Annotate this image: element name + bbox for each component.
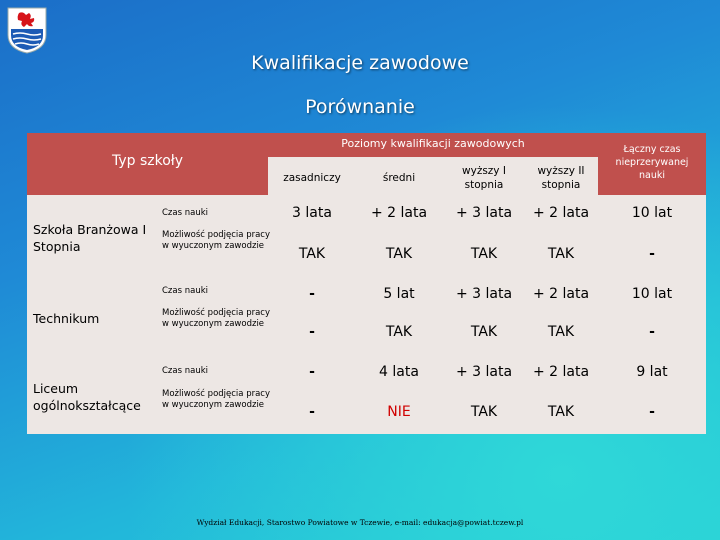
table-cell: TAK xyxy=(470,246,498,262)
table-cell: TAK xyxy=(298,246,326,262)
levels-header-label: Poziomy kwalifikacji zawodowych xyxy=(341,137,525,150)
table-cell: 3 lata xyxy=(292,205,332,221)
table-cell-total: - xyxy=(649,404,655,420)
school-type-header xyxy=(27,133,268,195)
table-cell-total: 10 lat xyxy=(631,205,673,221)
table-cell: TAK xyxy=(470,404,498,420)
page-title: Kwalifikacje zawodowe xyxy=(251,52,469,74)
table-cell-highlight: NIE xyxy=(387,404,411,420)
table-cell: - xyxy=(309,404,315,420)
table-cell: + 3 lata xyxy=(455,364,513,380)
table-cell: + 2 lata xyxy=(532,205,590,221)
school-name: Szkoła Branżowa I Stopnia xyxy=(33,222,147,254)
table-cell: TAK xyxy=(385,324,413,340)
school-type-header-label: Typ szkoły xyxy=(111,153,184,169)
school-name: Technikum xyxy=(33,311,100,326)
table-cell: + 2 lata xyxy=(532,286,590,302)
table-cell: 4 lata xyxy=(379,364,419,380)
row-label-mozliwosc-pracy: Możliwość podjęcia pracy w wyuczonym zawodzie xyxy=(162,230,271,251)
levels-header xyxy=(268,133,598,157)
table-cell: - xyxy=(309,286,315,302)
table-cell: TAK xyxy=(385,246,413,262)
page-subtitle: Porównanie xyxy=(305,96,415,118)
row-label-mozliwosc-pracy: Możliwość podjęcia pracy w wyuczonym zawodzie xyxy=(162,308,271,329)
table-cell: - xyxy=(309,324,315,340)
table-cell: + 2 lata xyxy=(532,364,590,380)
table-cell: + 3 lata xyxy=(455,205,513,221)
row-label-czas-nauki: Czas nauki xyxy=(162,286,209,296)
table-cell: TAK xyxy=(470,324,498,340)
table-cell: TAK xyxy=(547,246,575,262)
table-cell: 5 lat xyxy=(383,286,415,302)
table-cell: - xyxy=(309,364,315,380)
table-cell-total: - xyxy=(649,324,655,340)
column-header-wyzszy-ii: wyższy II stopnia xyxy=(537,164,585,191)
table-cell: TAK xyxy=(547,404,575,420)
row-label-czas-nauki: Czas nauki xyxy=(162,208,209,218)
row-label-czas-nauki: Czas nauki xyxy=(162,366,209,376)
column-header-wyzszy-i: wyższy I stopnia xyxy=(462,164,506,191)
table-cell: + 3 lata xyxy=(455,286,513,302)
column-header-sredni: średni xyxy=(382,171,416,184)
table-cell: TAK xyxy=(547,324,575,340)
total-header-label: Łączny czas nieprzerywanej nauki xyxy=(615,144,689,181)
coat-of-arms-logo-icon xyxy=(5,5,49,55)
school-name: Liceum ogólnokształcące xyxy=(33,381,141,413)
total-header xyxy=(598,133,706,195)
row-label-mozliwosc-pracy: Możliwość podjęcia pracy w wyuczonym zawodzie xyxy=(162,389,271,410)
column-header-zasadniczy: zasadniczy xyxy=(283,171,341,184)
table-cell-total: - xyxy=(649,246,655,262)
table-cell-total: 10 lat xyxy=(631,286,673,302)
table-cell: + 2 lata xyxy=(370,205,428,221)
footer-text: Wydział Edukacji, Starostwo Powiatowe w Tczewie, e-mail: edukacja@powiat.tczew.pl xyxy=(196,518,524,527)
table-cell-total: 9 lat xyxy=(636,364,668,380)
